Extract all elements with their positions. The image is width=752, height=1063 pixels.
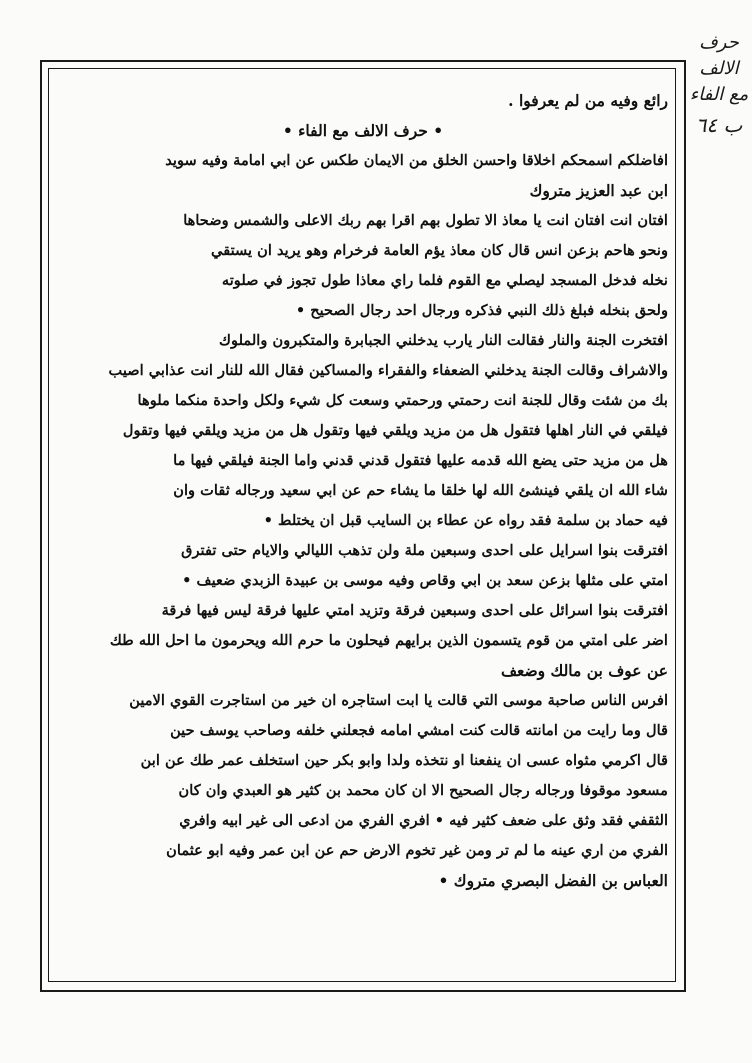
text-line: افرس الناس صاحبة موسى التي قالت يا ابت استاجره ان خير من استاجرت القوي الامين (129, 692, 668, 709)
text-line: افاضلكم اسمحكم اخلاقا واحسن الخلق من الايمان طكس عن ابي امامة وفيه سويد (165, 152, 668, 169)
text-line: رائع وفيه من لم يعرفوا . (508, 91, 668, 110)
text-line: افترقت بنوا اسرائل على احدى وسبعين فرقة وتزيد امتي عليها فرقة ليس فيها فرقة (161, 602, 668, 619)
text-line: الثقفي فقد وثق على ضعف كثير فيه • افري الفري من ادعى الى غير ابيه وافري (179, 812, 668, 829)
margin-note-line-1: حرف الالف (699, 32, 739, 79)
margin-note-line-2: مع الفاء (689, 84, 749, 105)
text-line: هل من مزيد حتى يضع الله قدمه عليها فتقول قدني قدني واما الجنة فيلقي فيها ما (173, 452, 668, 469)
text-line: قال وما رايت من امانته قالت كنت امشي امامه فجعلني خلفه وصاحب يوسف حين (170, 722, 668, 739)
text-line: والاشراف وقالت الجنة يدخلني الضعفاء والفقراء والمساكين فقال الله للنار انت عذابي اصيب (108, 362, 668, 379)
text-line: ابن عبد العزيز متروك (529, 181, 668, 200)
text-line: اضر على امتي من قوم يتسمون الذين برايهم فيحلون ما حرم الله ويحرمون ما احل الله طك (109, 632, 668, 649)
text-line: افتخرت الجنة والنار فقالت النار يارب يدخلني الجبابرة والمتكبرون والملوك (219, 332, 668, 349)
text-line: العباس بن الفضل البصري متروك • (438, 871, 668, 890)
text-line: ولحق بنخله فبلغ ذلك النبي فذكره ورجال احد رجال الصحيح • (295, 302, 668, 319)
margin-note (688, 30, 750, 138)
text-block (58, 86, 668, 896)
text-line: شاء الله ان يلقي فينشئ الله لها خلقا ما يشاء حم عن ابي سعيد ورجاله ثقات وان (173, 482, 668, 499)
text-line: افترقت بنوا اسرايل على احدى وسبعين ملة ولن تذهب الليالي والايام حتى تفترق (181, 542, 668, 559)
folio-number: ب ٦٤ (695, 113, 743, 137)
text-line: افتان انت افتان انت يا معاذ الا تطول بهم اقرا بهم ربك الاعلى والشمس وضحاها (183, 212, 668, 229)
text-line: بك من شئت وقال للجنة انت رحمتي ورحمتي وسعت كل شيء ولكل واحدة منكما ملوها (137, 392, 668, 409)
text-line: قال اكرمي مثواه عسى ان ينفعنا او نتخذه ولدا وابو بكر حين استخلف عمر طك عن ابن (140, 752, 668, 769)
section-heading: • حرف الالف مع الفاء • (282, 121, 444, 140)
text-line: فيلقي في النار اهلها فتقول هل من مزيد ويلقي فيها وتقول هل من مزيد ويلقي فيها وتقول (122, 422, 668, 439)
text-line: الفري من اري عينه ما لم تر ومن غير تخوم الارض حم عن ابن عمر وفيه ابو عثمان (166, 842, 668, 859)
text-line: عن عوف بن مالك وضعف (500, 661, 668, 680)
text-line: امتي على مثلها بزعن سعد بن ابي وقاص وفيه موسى بن عبيدة الزبدي ضعيف • (182, 572, 668, 589)
text-line: نخله فدخل المسجد ليصلي مع القوم فلما راي معاذا طول تجوز في صلوته (221, 272, 668, 289)
text-line: ونحو هاحم بزعن انس قال كان معاذ يؤم العامة فرخرام وهو يريد ان يستقي (211, 242, 668, 259)
text-line: فيه حماد بن سلمة فقد رواه عن عطاء بن السايب قبل ان يختلط • (263, 512, 668, 529)
text-line: مسعود موقوفا ورجاله رجال الصحيح الا ان كان محمد بن كثير هو العبدي وان كان (178, 782, 668, 799)
